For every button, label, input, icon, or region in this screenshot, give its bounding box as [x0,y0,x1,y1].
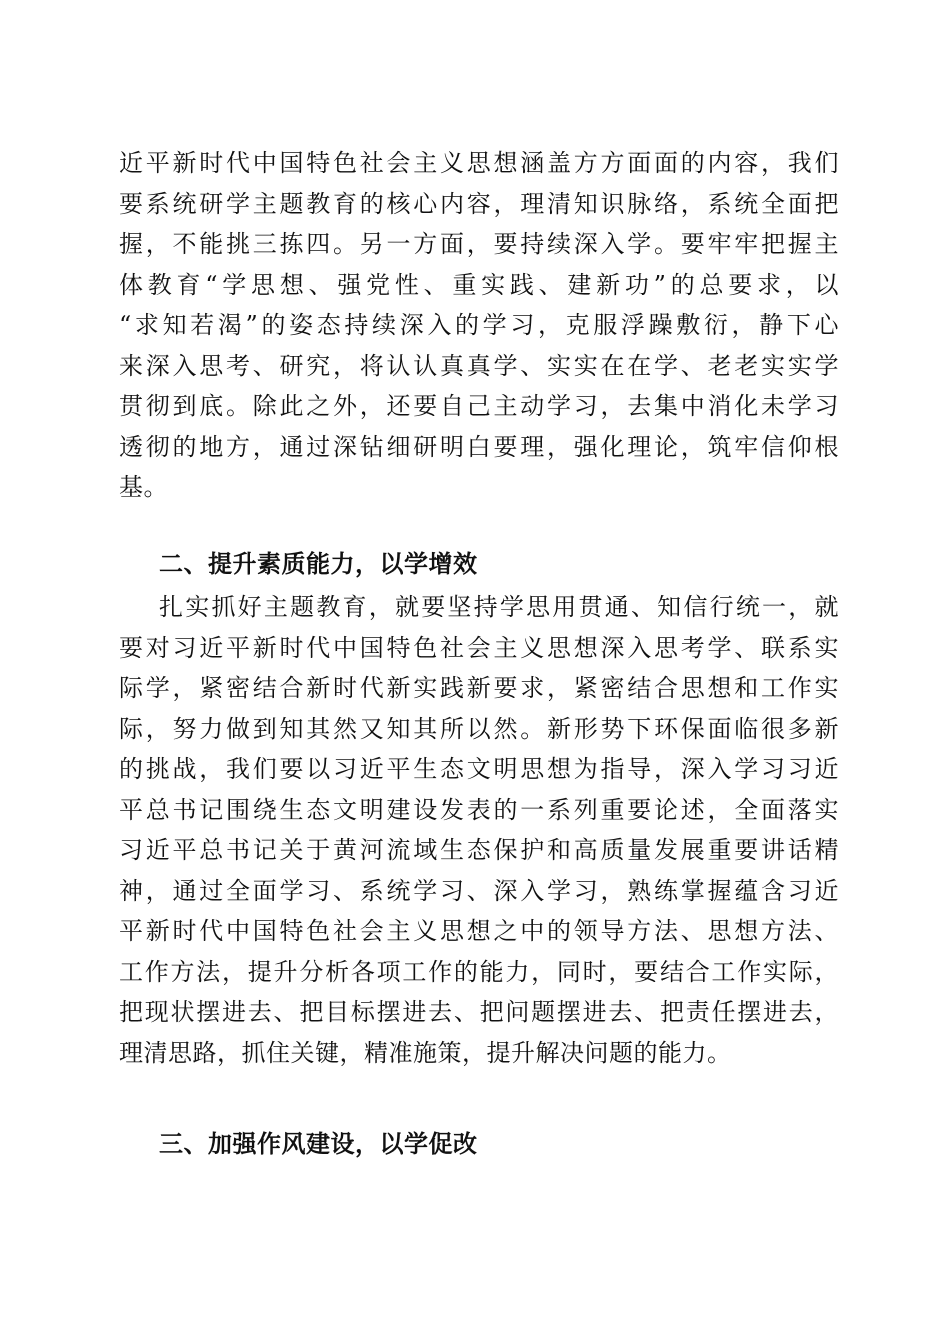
section-heading-3: 三、加强作风建设，以学促改 [159,1130,478,1158]
paragraph-1-line: 贯彻到底。除此之外，还要自己主动学习，去集中消化未学习 [119,392,839,420]
paragraph-2-line: 理清思路，抓住关键，精准施策，提升解决问题的能力。 [119,1038,732,1067]
paragraph-2-line: 平总书记围绕生态文明建设发表的一系列重要论述，全面落实 [119,795,839,824]
paragraph-1-line: 近平新时代中国特色社会主义思想涵盖方方面面的内容，我们 [119,149,839,177]
paragraph-1-line: 握，不能挑三拣四。另一方面，要持续深入学。要牢牢把握主 [119,230,839,258]
paragraph-2-line: 把现状摆进去、把目标摆进去、把问题摆进去、把责任摆进去， [119,998,839,1026]
paragraph-2-line: 的挑战，我们要以习近平生态文明思想为指导，深入学习习近 [119,755,839,783]
paragraph-2-line: 神，通过全面学习、系统学习、深入学习，熟练掌握蕴含习近 [119,876,839,905]
paragraph-2-line: 际学，紧密结合新时代新实践新要求，紧密结合思想和工作实 [119,674,839,702]
paragraph-2-line: 工作方法，提升分析各项工作的能力，同时，要结合工作实际， [119,957,839,986]
paragraph-2-line: 习近平总书记关于黄河流域生态保护和高质量发展重要讲话精 [119,836,839,864]
section-heading-2: 二、提升素质能力，以学增效 [159,550,478,578]
paragraph-1-line: 来深入思考、研究，将认认真真学、实实在在学、老老实实学 [119,351,839,380]
paragraph-1-line: 透彻的地方，通过深钻细研明白要理，强化理论，筑牢信仰根 [119,432,839,461]
paragraph-1-line: 体教育“学思想、强党性、重实践、建新功”的总要求，以 [119,270,839,299]
paragraph-2-line: 际，努力做到知其然又知其所以然。新形势下环保面临很多新 [119,714,839,743]
paragraph-1-line: 基。 [119,473,168,501]
paragraph-2-line: 平新时代中国特色社会主义思想之中的领导方法、思想方法、 [119,917,839,945]
paragraph-1-line: “求知若渴”的姿态持续深入的学习，克服浮躁敷衍，静下心 [119,311,839,339]
paragraph-2-line: 要对习近平新时代中国特色社会主义思想深入思考学、联系实 [119,633,839,662]
paragraph-2-line: 扎实抓好主题教育，就要坚持学思用贯通、知信行统一，就 [159,593,839,621]
paragraph-1-line: 要系统研学主题教育的核心内容，理清知识脉络，系统全面把 [119,189,839,218]
paragraph-1 [119,143,839,508]
paragraph-2 [119,587,839,1073]
